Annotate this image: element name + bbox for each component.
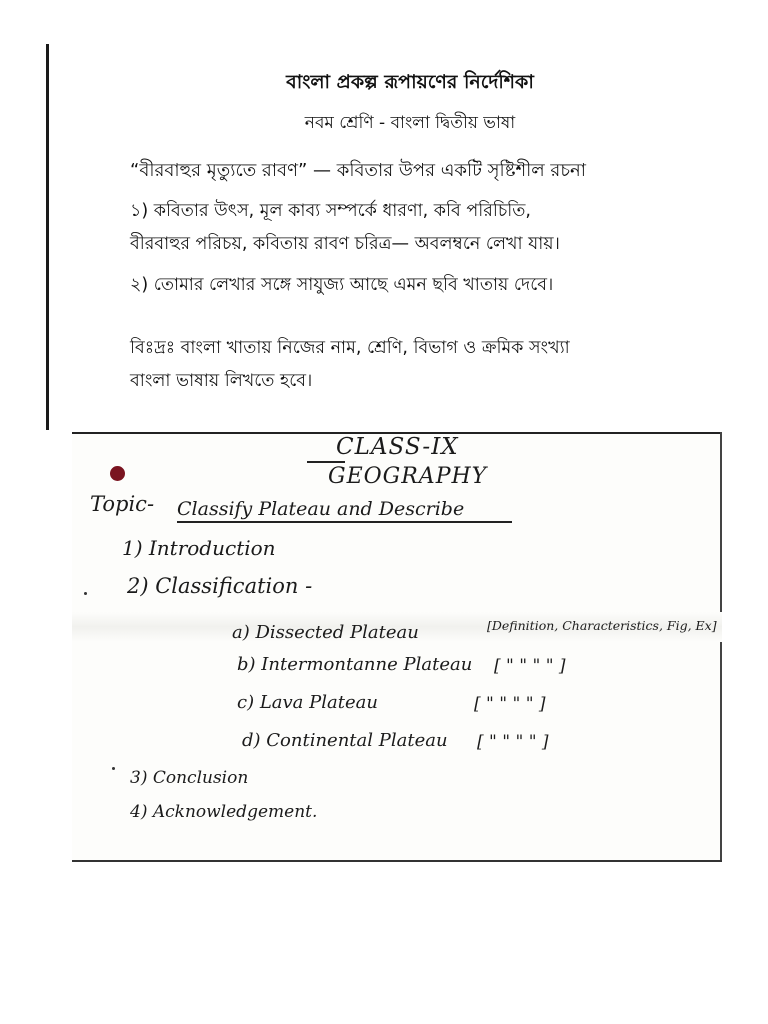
bengali-note — [130, 332, 690, 398]
handwritten-geography-sheet — [72, 432, 722, 862]
bengali-note-line-1: বিঃদ্রঃ বাংলা খাতায় নিজের নাম, শ্রেণি, বিভাগ ও ক্রমিক সংখ্যা — [130, 338, 570, 358]
bengali-point-2: ২) তোমার লেখার সঙ্গে সাযুজ্য আছে এমন ছবি খাতায় দেবে। — [130, 275, 554, 295]
bengali-topic: “বীরবাহুর মৃত্যুতে রাবণ” — কবিতার উপর একটি সৃষ্টিশীল রচনা — [130, 160, 586, 181]
stray-mark — [112, 767, 115, 770]
punch-hole-mark — [110, 466, 125, 481]
bengali-point-1-line-2: বীরবাহুর পরিচয়, কবিতায় রাবণ চরিত্র— অবলম্বনে লেখা যায়। — [130, 234, 560, 254]
stray-mark — [84, 592, 87, 595]
ditto-d: [ " " " " ] — [477, 732, 549, 752]
bengali-title: বাংলা প্রকল্প রূপায়ণের নির্দেশিকা — [286, 71, 534, 93]
item-classification: 2) Classification - — [127, 574, 313, 598]
topic-prefix: Topic- — [90, 492, 155, 516]
bengali-point-1-line-1: ১) কবিতার উৎস, মূল কাব্য সম্পর্কে ধারণা, কবি পরিচিতি, — [130, 201, 531, 221]
topic-text: Classify Plateau and Describe — [177, 498, 465, 520]
class-label: CLASS-IX — [336, 434, 459, 460]
sub-lava-plateau: c) Lava Plateau — [237, 692, 378, 713]
item-conclusion: 3) Conclusion — [130, 768, 249, 788]
ditto-c: [ " " " " ] — [474, 694, 546, 714]
bengali-subtitle: নবম শ্রেণি - বাংলা দ্বিতীয় ভাষা — [304, 113, 516, 133]
sub-continental-plateau: d) Continental Plateau — [242, 730, 448, 751]
sub-dissected-detail: [Definition, Characteristics, Fig, Ex] — [487, 618, 717, 633]
sheet-right-edge — [720, 432, 722, 862]
class-underline — [307, 461, 345, 463]
bengali-note-line-2: বাংলা ভাষায় লিখতে হবে। — [130, 371, 313, 391]
item-acknowledgement: 4) Acknowledgement. — [130, 802, 318, 822]
item-introduction: 1) Introduction — [122, 536, 276, 560]
topic-underline — [177, 521, 512, 523]
subject-heading: GEOGRAPHY — [328, 464, 488, 489]
sub-dissected-plateau: a) Dissected Plateau — [232, 622, 419, 643]
ditto-b: [ " " " " ] — [494, 656, 566, 676]
bengali-instructions — [130, 60, 690, 398]
bengali-point-1 — [130, 195, 690, 261]
sub-intermontane-plateau: b) Intermontanne Plateau — [237, 654, 473, 675]
sheet-bottom-edge — [72, 860, 722, 862]
margin-rule — [46, 44, 49, 430]
